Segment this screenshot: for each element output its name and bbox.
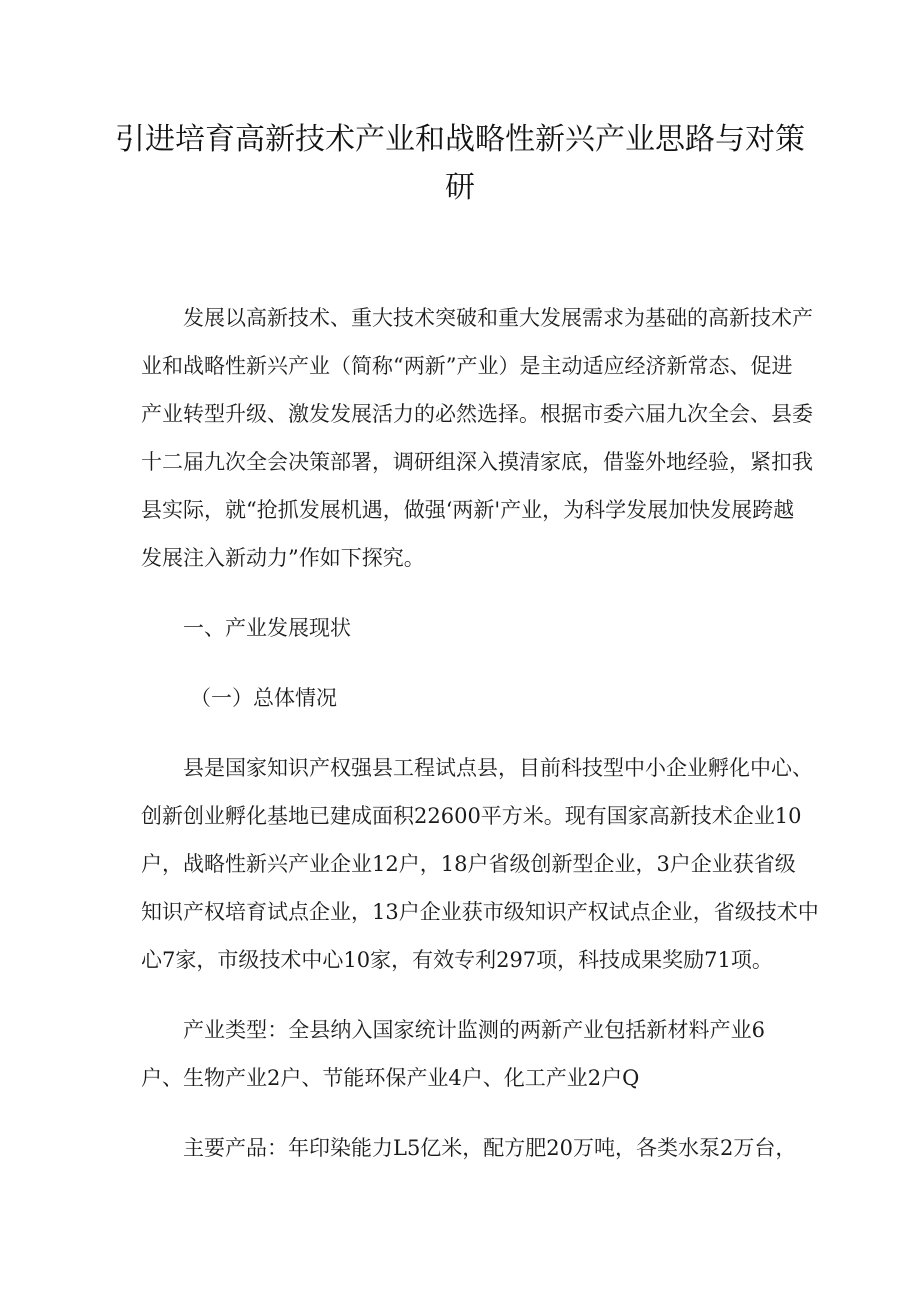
document-title-line-1: 引进培育高新技术产业和战略性新兴产业思路与对策 <box>115 122 805 157</box>
overview-line-2: 创新创业孵化基地已建成面积22600平方米。现有国家高新技术企业10 <box>141 804 802 828</box>
intro-line-6: 发展注入新动力”作如下探究。 <box>141 546 425 570</box>
overview-line-1: 县是国家知识产权强县工程试点县，目前科技型中小企业孵化中心、 <box>183 756 813 780</box>
document-title-line-2: 研 <box>445 170 475 205</box>
section-heading: 一、产业发展现状 <box>183 616 351 640</box>
overview-line-3: 户，战略性新兴产业企业12户，18户省级创新型企业，3户企业获省级 <box>141 852 796 876</box>
intro-line-1: 发展以高新技术、重大技术突破和重大发展需求为基础的高新技术产 <box>183 306 813 330</box>
industry-types-line-2: 户、生物产业2户、节能环保产业4户、化工产业2户Q <box>141 1066 640 1090</box>
industry-types-line-1: 产业类型：全县纳入国家统计监测的两新产业包括新材料产业6 <box>183 1018 765 1042</box>
subsection-heading: （一）总体情况 <box>190 686 337 710</box>
overview-line-4: 知识产权培育试点企业，13户企业获市级知识产权试点企业，省级技术中 <box>141 900 819 924</box>
overview-line-5: 心7家，市级技术中心10家，有效专利297项，科技成果奖励71项。 <box>141 948 773 972</box>
main-products-line-1: 主要产品：年印染能力L5亿米，配方肥20万吨，各类水泵2万台， <box>183 1136 797 1160</box>
intro-line-3: 产业转型升级、激发发展活力的必然选择。根据市委六届九次全会、县委 <box>141 402 813 426</box>
intro-line-4: 十二届九次全会决策部署，调研组深入摸清家底，借鉴外地经验，紧扣我 <box>141 450 813 474</box>
intro-line-5: 县实际，就“抢抓发展机遇，做强‘两新'产业，为科学发展加快发展跨越 <box>141 498 795 522</box>
intro-line-2: 业和战略性新兴产业（简称“两新”产业）是主动适应经济新常态、促进 <box>141 354 793 378</box>
